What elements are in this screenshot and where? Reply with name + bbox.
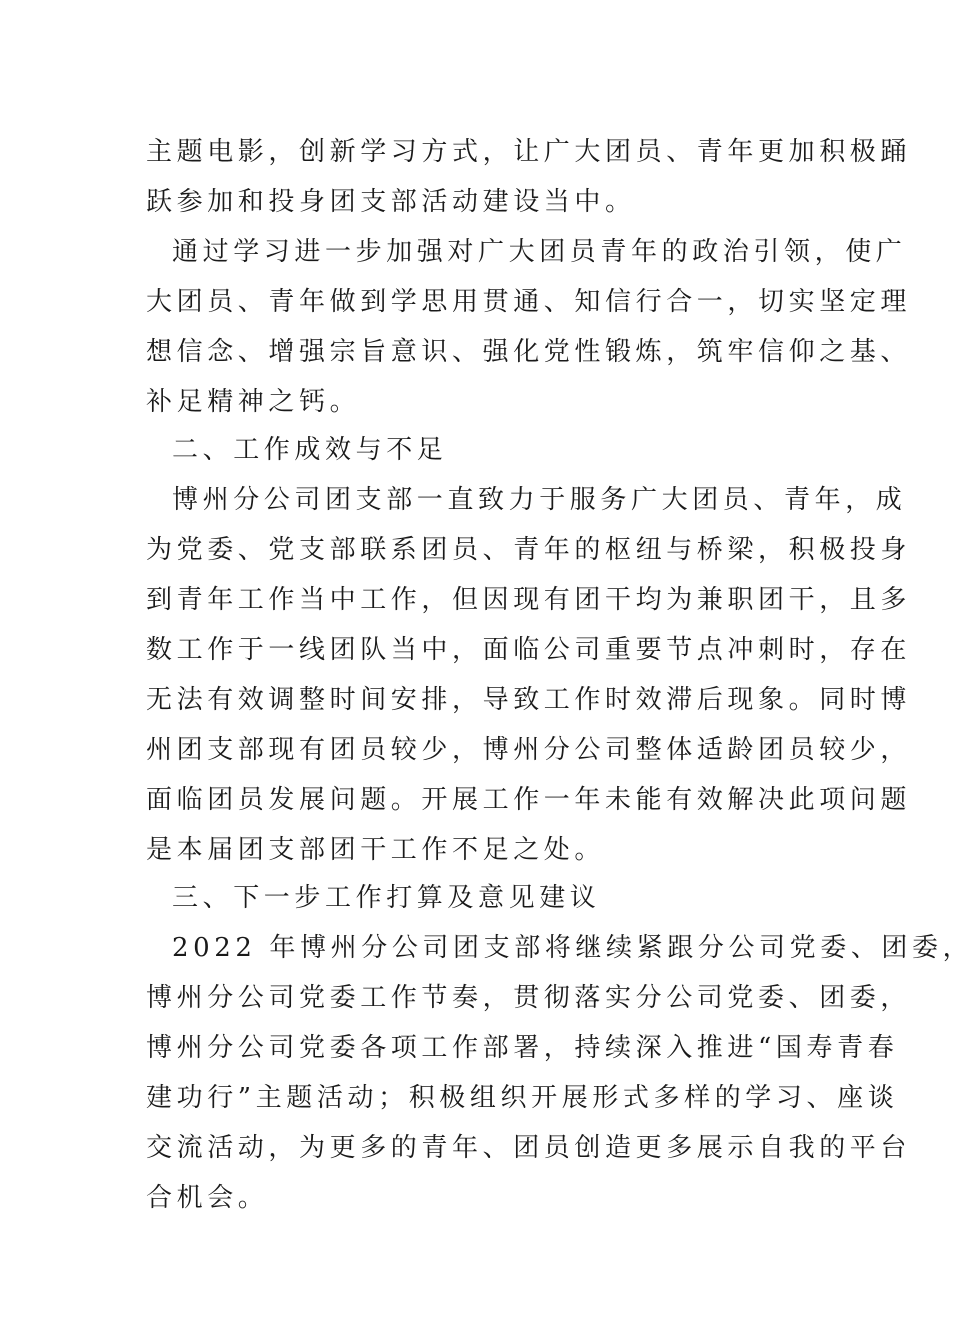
paragraph-line: 补足精神之钙。 — [146, 387, 361, 417]
section-heading: 二、工作成效与不足 — [172, 435, 448, 465]
paragraph-line: 想信念、增强宗旨意识、强化党性锻炼，筑牢信仰之基、 — [146, 337, 912, 367]
paragraph-line: 博州分公司团支部一直致力于服务广大团员、青年，成 — [172, 485, 907, 515]
paragraph-line: 面临团员发展问题。开展工作一年未能有效解决此项问题 — [146, 785, 912, 815]
paragraph-line: 合机会。 — [146, 1183, 269, 1213]
paragraph-line: 2022 年博州分公司团支部将继续紧跟分公司党委、团委， — [172, 933, 973, 963]
paragraph-line: 无法有效调整时间安排，导致工作时效滞后现象。同时博 — [146, 685, 912, 715]
paragraph-line: 交流活动，为更多的青年、团员创造更多展示自我的平台 — [146, 1133, 912, 1163]
paragraph-line: 到青年工作当中工作，但因现有团干均为兼职团干，且多 — [146, 585, 912, 615]
paragraph-line: 主题电影，创新学习方式，让广大团员、青年更加积极踊 — [146, 137, 912, 167]
paragraph-line: 博州分公司党委各项工作部署，持续深入推进“国寿青春 — [146, 1033, 899, 1063]
paragraph-line: 为党委、党支部联系团员、青年的枢纽与桥梁，积极投身 — [146, 535, 912, 565]
paragraph-line: 通过学习进一步加强对广大团员青年的政治引领，使广 — [172, 237, 907, 267]
paragraph-line: 大团员、青年做到学思用贯通、知信行合一，切实坚定理 — [146, 287, 912, 317]
paragraph-line: 跃参加和投身团支部活动建设当中。 — [146, 187, 636, 217]
paragraph-line: 数工作于一线团队当中，面临公司重要节点冲刺时，存在 — [146, 635, 912, 665]
section-heading: 三、下一步工作打算及意见建议 — [172, 883, 601, 913]
paragraph-line: 建功行”主题活动；积极组织开展形式多样的学习、座谈 — [146, 1083, 899, 1113]
paragraph-line: 州团支部现有团员较少，博州分公司整体适龄团员较少， — [146, 735, 912, 765]
paragraph-line: 博州分公司党委工作节奏，贯彻落实分公司党委、团委， — [146, 983, 912, 1013]
paragraph-line: 是本届团支部团干工作不足之处。 — [146, 835, 606, 865]
